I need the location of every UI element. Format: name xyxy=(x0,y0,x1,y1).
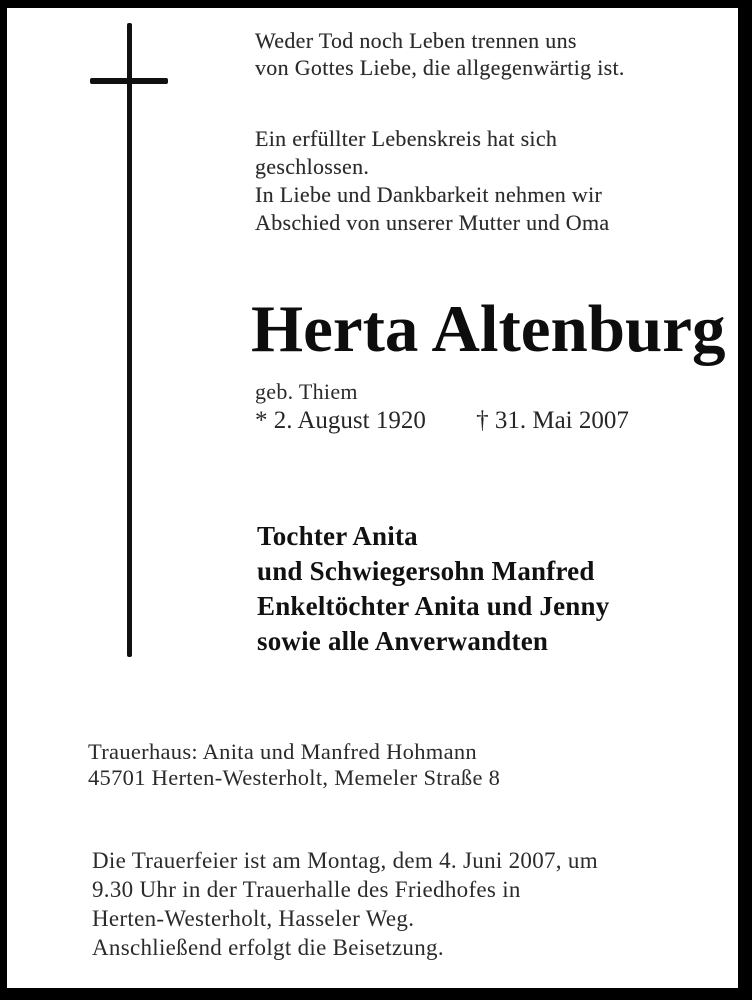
funeral-details xyxy=(92,846,598,962)
intro-line: In Liebe und Dankbarkeit nehmen wir xyxy=(255,182,603,207)
mourning-house-line: 45701 Herten-Westerholt, Memeler Straße 8 xyxy=(88,765,501,790)
intro-text xyxy=(255,125,609,237)
birth-date: * 2. August 1920 xyxy=(255,407,426,434)
mourner-line: sowie alle Anverwandten xyxy=(257,626,549,656)
epigraph-line: Weder Tod noch Leben trennen uns xyxy=(255,28,577,53)
intro-line: Abschied von unserer Mutter und Oma xyxy=(255,210,610,235)
maiden-name: geb. Thiem xyxy=(255,379,358,404)
death-date: † 31. Mai 2007 xyxy=(476,407,629,434)
intro-line: Ein erfüllter Lebenskreis hat sich xyxy=(255,126,558,151)
memorial-cross-icon xyxy=(127,23,132,657)
mourner-line: und Schwiegersohn Manfred xyxy=(257,556,595,586)
funeral-line: Anschließend erfolgt die Beisetzung. xyxy=(92,935,444,960)
mourning-house-line: Trauerhaus: Anita und Manfred Hohmann xyxy=(88,739,477,764)
funeral-line: Herten-Westerholt, Hasseler Weg. xyxy=(92,906,415,931)
life-dates xyxy=(255,406,629,436)
mourning-house-address xyxy=(88,739,500,791)
mourners-list xyxy=(257,519,609,659)
funeral-line: 9.30 Uhr in der Trauerhalle des Friedhofes in xyxy=(92,877,521,902)
memorial-cross-icon-bar xyxy=(90,78,168,84)
funeral-line: Die Trauerfeier ist am Montag, dem 4. Juni 2007, um xyxy=(92,848,598,873)
epigraph-line: von Gottes Liebe, die allgegenwärtig ist. xyxy=(255,55,625,80)
mourner-line: Enkeltöchter Anita und Jenny xyxy=(257,591,610,621)
deceased-name: Herta Altenburg xyxy=(251,292,726,366)
epigraph xyxy=(255,27,625,81)
mourner-line: Tochter Anita xyxy=(257,521,418,551)
intro-line: geschlossen. xyxy=(255,154,370,179)
